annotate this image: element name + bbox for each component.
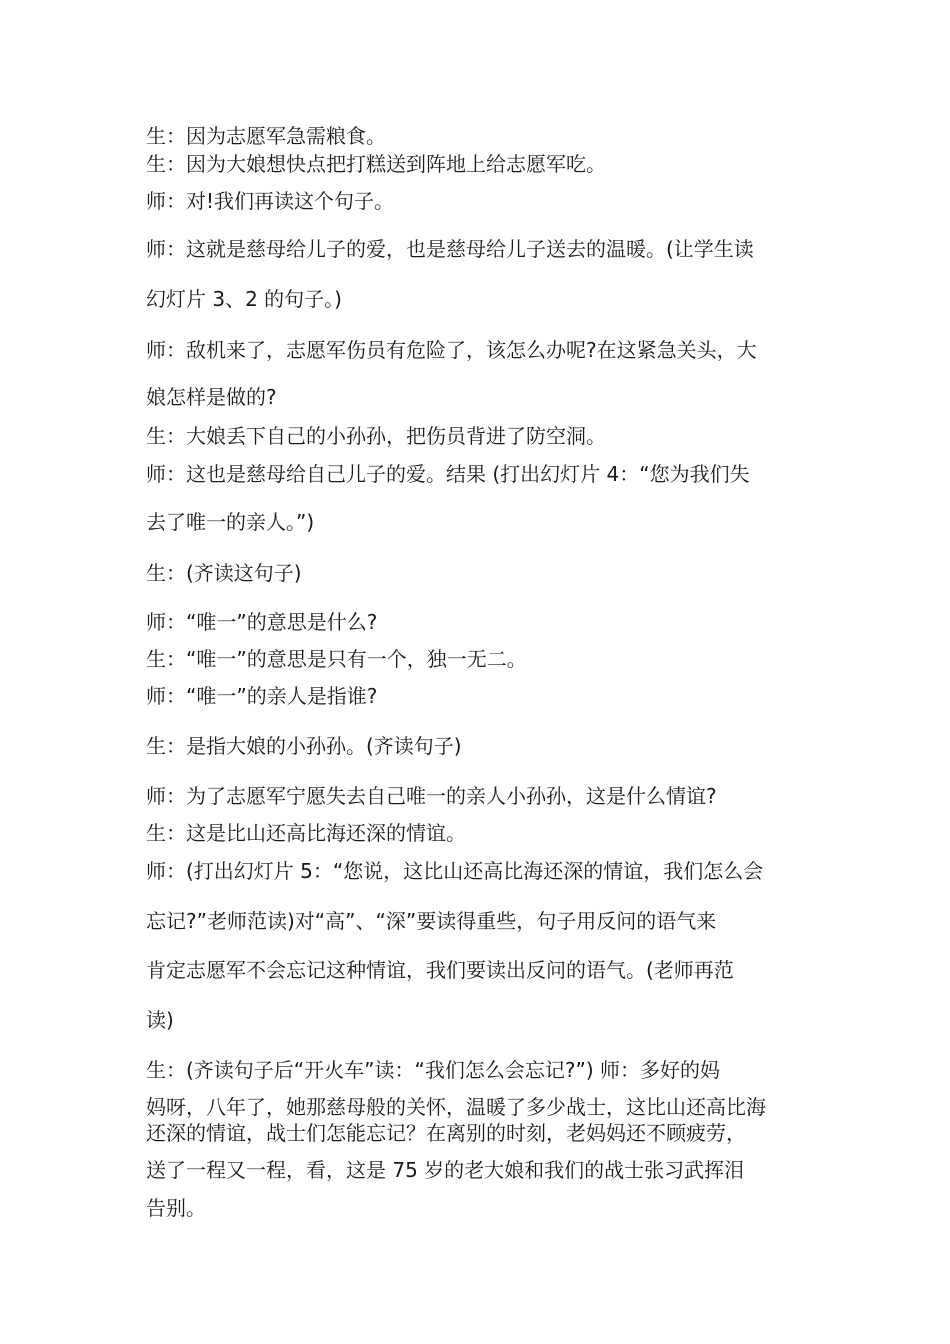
text-line: 师：“唯一”的意思是什么? (146, 610, 378, 634)
text-line: 忘记?”老师范读)对“高”、“深”要读得重些，句子用反问的语气来 (146, 909, 717, 933)
text-line: 师：“唯一”的亲人是指谁? (146, 684, 378, 708)
text-line: 读) (146, 1008, 174, 1032)
text-line: 生：这是比山还高比海还深的情谊。 (146, 821, 466, 845)
text-line: 妈呀，八年了，她那慈母般的关怀，温暖了多少战士，这比山还高比海 (146, 1095, 766, 1119)
text-line: 师：对!我们再读这个句子。 (146, 189, 395, 213)
text-line: 生：大娘丢下自己的小孙孙，把伤员背进了防空洞。 (146, 424, 606, 448)
text-line: 生：“唯一”的意思是只有一个，独一无二。 (146, 647, 527, 671)
text-line: 娘怎样是做的? (146, 385, 277, 409)
text-line: 师：这也是慈母给自己儿子的爱。结果 (打出幻灯片 4：“您为我们失 (146, 462, 750, 486)
text-line: 生：是指大娘的小孙孙。(齐读句子) (146, 734, 462, 758)
text-line: 师：(打出幻灯片 5：“您说，这比山还高比海还深的情谊，我们怎么会 (146, 859, 764, 883)
text-line: 师：这就是慈母给儿子的爱，也是慈母给儿子送去的温暖。(让学生读 (146, 237, 754, 261)
text-line: 肯定志愿军不会忘记这种情谊，我们要读出反问的语气。(老师再范 (146, 958, 734, 982)
text-line: 去了唯一的亲人。”) (146, 510, 315, 534)
text-line: 生：因为志愿军急需粮食。 (146, 124, 386, 148)
text-line: 送了一程又一程，看，这是 75 岁的老大娘和我们的战士张习武挥泪 (146, 1158, 745, 1182)
text-line: 生：(齐读句子后“开火车”读：“我们怎么会忘记?”) 师：多好的妈 (146, 1058, 721, 1082)
text-line: 生：(齐读这句子) (146, 561, 302, 585)
text-line: 幻灯片 3、2 的句子。) (146, 287, 342, 311)
text-line: 师：敌机来了，志愿军伤员有危险了，该怎么办呢?在这紧急关头，大 (146, 338, 757, 362)
text-line: 还深的情谊，战士们怎能忘记？在离别的时刻，老妈妈还不顾疲劳， (146, 1121, 746, 1145)
text-line: 告别。 (146, 1196, 206, 1220)
text-line: 师：为了志愿军宁愿失去自己唯一的亲人小孙孙，这是什么情谊? (146, 784, 717, 808)
text-line: 生：因为大娘想快点把打糕送到阵地上给志愿军吃。 (146, 152, 606, 176)
